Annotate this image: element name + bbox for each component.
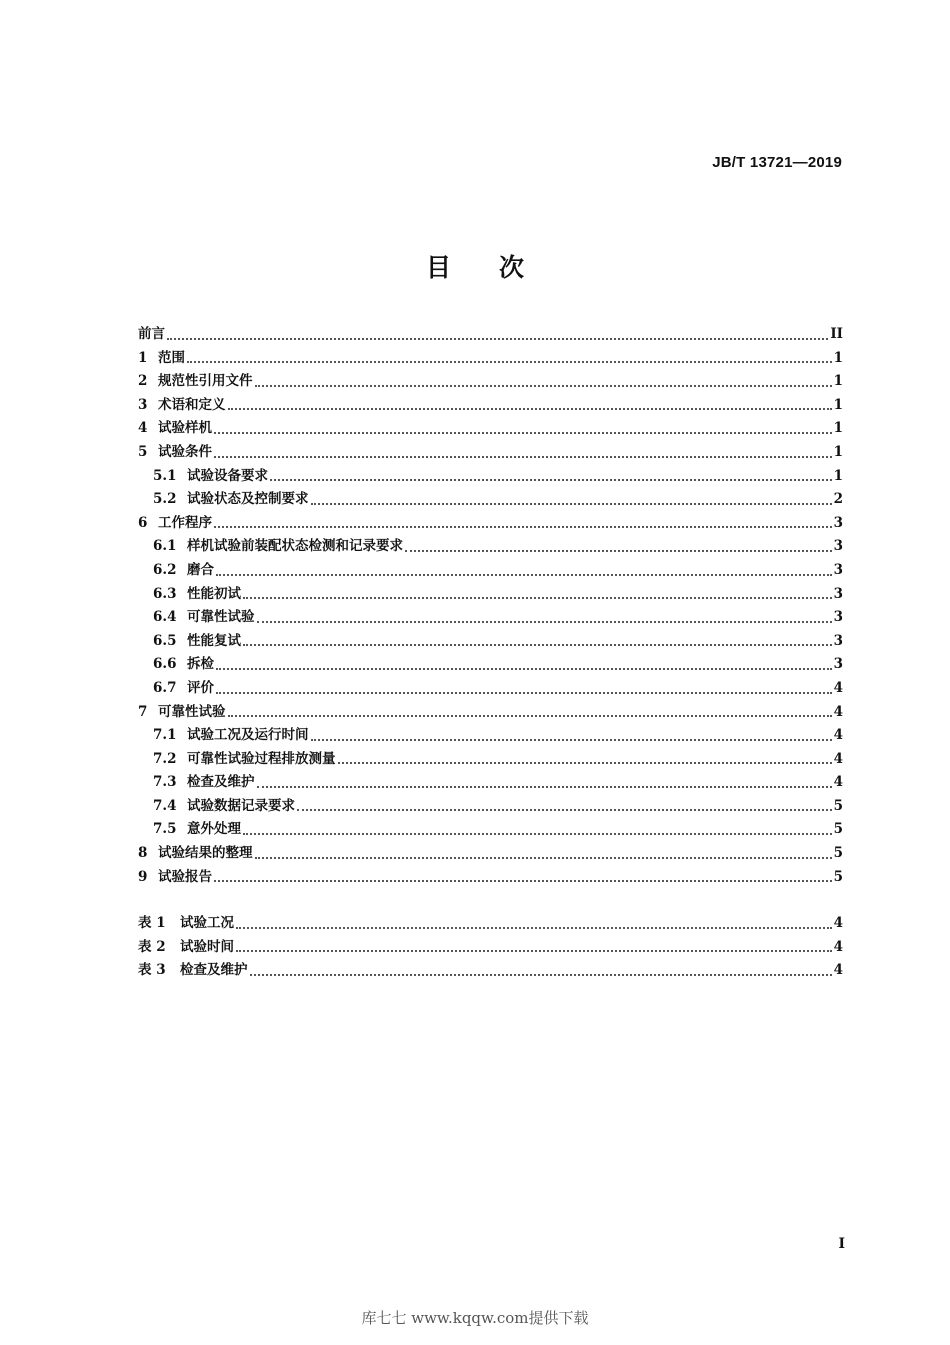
entry-page: 4 (833, 750, 843, 767)
entry-title: 试验状态及控制要求 (187, 491, 309, 508)
entry-title: 可靠性试验过程排放测量 (187, 750, 336, 767)
dot-leader (214, 432, 832, 434)
dot-leader (216, 668, 832, 670)
entry-number: 5 (138, 443, 148, 460)
table-list (138, 912, 843, 983)
entry-page: 1 (833, 443, 843, 460)
entry-number: 表 3 (138, 962, 166, 979)
entry-title: 检查及维护 (187, 774, 255, 791)
entry-page: 1 (833, 396, 843, 413)
toc-entry[interactable] (138, 370, 843, 394)
dot-leader (311, 503, 832, 505)
entry-page: 5 (833, 868, 843, 885)
dot-leader (243, 644, 832, 646)
entry-number: 表 2 (138, 938, 166, 955)
entry-title: 规范性引用文件 (158, 373, 253, 390)
dot-leader (228, 408, 832, 410)
dot-leader (405, 550, 832, 552)
entry-page: 3 (833, 609, 843, 626)
entry-page: 4 (833, 938, 843, 955)
toc-entry[interactable] (138, 842, 843, 866)
toc-entry[interactable] (138, 748, 843, 772)
entry-page: 3 (833, 561, 843, 578)
dot-leader (214, 456, 832, 458)
entry-page: 4 (833, 962, 843, 979)
toc-entry[interactable] (138, 583, 843, 607)
toc-entry[interactable] (138, 512, 843, 536)
entry-number: 7.2 (153, 750, 177, 767)
entry-number: 5.2 (153, 491, 177, 508)
dot-leader (216, 574, 832, 576)
toc-entry[interactable] (138, 771, 843, 795)
toc-entry[interactable] (138, 724, 843, 748)
entry-number: 7.4 (153, 797, 177, 814)
dot-leader (187, 361, 832, 363)
entry-number: 6.2 (153, 561, 177, 578)
entry-number: 6.6 (153, 656, 177, 673)
toc-entry[interactable] (138, 441, 843, 465)
dot-leader (216, 692, 832, 694)
entry-page: 3 (833, 585, 843, 602)
entry-number: 8 (138, 845, 148, 862)
entry-number: 2 (138, 373, 148, 390)
entry-title: 样机试验前装配状态检测和记录要求 (187, 538, 403, 555)
entry-title: 试验数据记录要求 (187, 797, 295, 814)
entry-page: 5 (833, 821, 843, 838)
entry-title: 试验样机 (158, 420, 212, 437)
entry-title: 试验设备要求 (187, 467, 268, 484)
toc-entry[interactable] (138, 959, 843, 983)
entry-page: 1 (833, 420, 843, 437)
entry-number: 6.4 (153, 609, 177, 626)
entry-title: 性能复试 (187, 632, 241, 649)
entry-title: 试验报告 (158, 868, 212, 885)
entry-title: 试验工况及运行时间 (187, 727, 309, 744)
table-of-contents (138, 323, 843, 983)
dot-leader (255, 385, 832, 387)
entry-number: 6.7 (153, 679, 177, 696)
entry-title: 性能初试 (187, 585, 241, 602)
entry-title: 意外处理 (187, 821, 241, 838)
entry-title: 试验条件 (158, 443, 212, 460)
toc-entry[interactable] (138, 488, 843, 512)
toc-entry[interactable] (138, 323, 843, 347)
entry-page: 4 (833, 703, 843, 720)
toc-entry[interactable] (138, 606, 843, 630)
entry-title: 范围 (158, 349, 185, 366)
toc-entry[interactable] (138, 465, 843, 489)
toc-entry[interactable] (138, 795, 843, 819)
toc-entry[interactable] (138, 653, 843, 677)
toc-entry[interactable] (138, 701, 843, 725)
toc-entry[interactable] (138, 559, 843, 583)
dot-leader (338, 762, 832, 764)
entry-page: 2 (833, 491, 843, 508)
entry-title: 磨合 (187, 561, 214, 578)
entry-page: 3 (833, 632, 843, 649)
entry-page: II (830, 326, 843, 342)
entry-page: 4 (833, 915, 843, 932)
toc-gap (138, 889, 843, 912)
toc-entry[interactable] (138, 866, 843, 890)
entry-number: 6.5 (153, 632, 177, 649)
entry-title: 试验时间 (180, 938, 234, 955)
entry-number: 7 (138, 703, 148, 720)
toc-entry[interactable] (138, 818, 843, 842)
toc-entry[interactable] (138, 347, 843, 371)
dot-leader (311, 739, 832, 741)
watermark: 库七七 www.kqqw.com提供下载 (361, 1309, 589, 1327)
entry-number: 5.1 (153, 467, 177, 484)
entry-page: 1 (833, 349, 843, 366)
entry-title: 拆检 (187, 656, 214, 673)
entry-number: 9 (138, 868, 148, 885)
entry-page: 1 (833, 373, 843, 390)
toc-entry[interactable] (138, 912, 843, 936)
dot-leader (236, 950, 832, 952)
entry-title: 术语和定义 (158, 396, 226, 413)
dot-leader (250, 974, 832, 976)
standard-number: JB/T 13721—2019 (712, 154, 842, 171)
page-number: I (838, 1236, 845, 1252)
entry-title: 检查及维护 (180, 962, 248, 979)
entry-page: 5 (833, 797, 843, 814)
entry-number: 3 (138, 396, 148, 413)
toc-entry[interactable] (138, 535, 843, 559)
toc-entry[interactable] (138, 394, 843, 418)
entry-page: 5 (833, 845, 843, 862)
entry-page: 3 (833, 538, 843, 555)
entry-title: 可靠性试验 (187, 609, 255, 626)
entry-number: 6.1 (153, 538, 177, 555)
entry-title: 工作程序 (158, 514, 212, 531)
dot-leader (257, 786, 832, 788)
entry-page: 4 (833, 679, 843, 696)
dot-leader (243, 833, 832, 835)
dot-leader (243, 597, 832, 599)
dot-leader (255, 857, 832, 859)
toc-entry[interactable] (138, 417, 843, 441)
entry-number: 4 (138, 420, 148, 437)
entry-title: 评价 (187, 679, 214, 696)
entry-page: 4 (833, 727, 843, 744)
dot-leader (257, 621, 832, 623)
entry-number: 7.1 (153, 727, 177, 744)
dot-leader (167, 338, 828, 340)
entry-number: 表 1 (138, 915, 166, 932)
entry-title: 可靠性试验 (158, 703, 226, 720)
entry-number: 7.3 (153, 774, 177, 791)
entry-title: 试验工况 (180, 915, 234, 932)
entry-page: 3 (833, 514, 843, 531)
dot-leader (297, 809, 832, 811)
dot-leader (228, 715, 832, 717)
toc-entry[interactable] (138, 630, 843, 654)
dot-leader (214, 880, 832, 882)
entry-number: 1 (138, 349, 148, 366)
entry-number: 7.5 (153, 821, 177, 838)
dot-leader (214, 526, 832, 528)
entry-title: 前言 (138, 326, 165, 342)
entry-page: 4 (833, 774, 843, 791)
toc-entry[interactable] (138, 936, 843, 960)
entry-number: 6 (138, 514, 148, 531)
dot-leader (236, 927, 832, 929)
page-title: 目次 (425, 253, 572, 282)
entry-page: 3 (833, 656, 843, 673)
toc-entry[interactable] (138, 677, 843, 701)
entry-title: 试验结果的整理 (158, 845, 253, 862)
entry-number: 6.3 (153, 585, 177, 602)
entry-page: 1 (833, 467, 843, 484)
dot-leader (270, 479, 832, 481)
toc-entries (138, 323, 843, 889)
